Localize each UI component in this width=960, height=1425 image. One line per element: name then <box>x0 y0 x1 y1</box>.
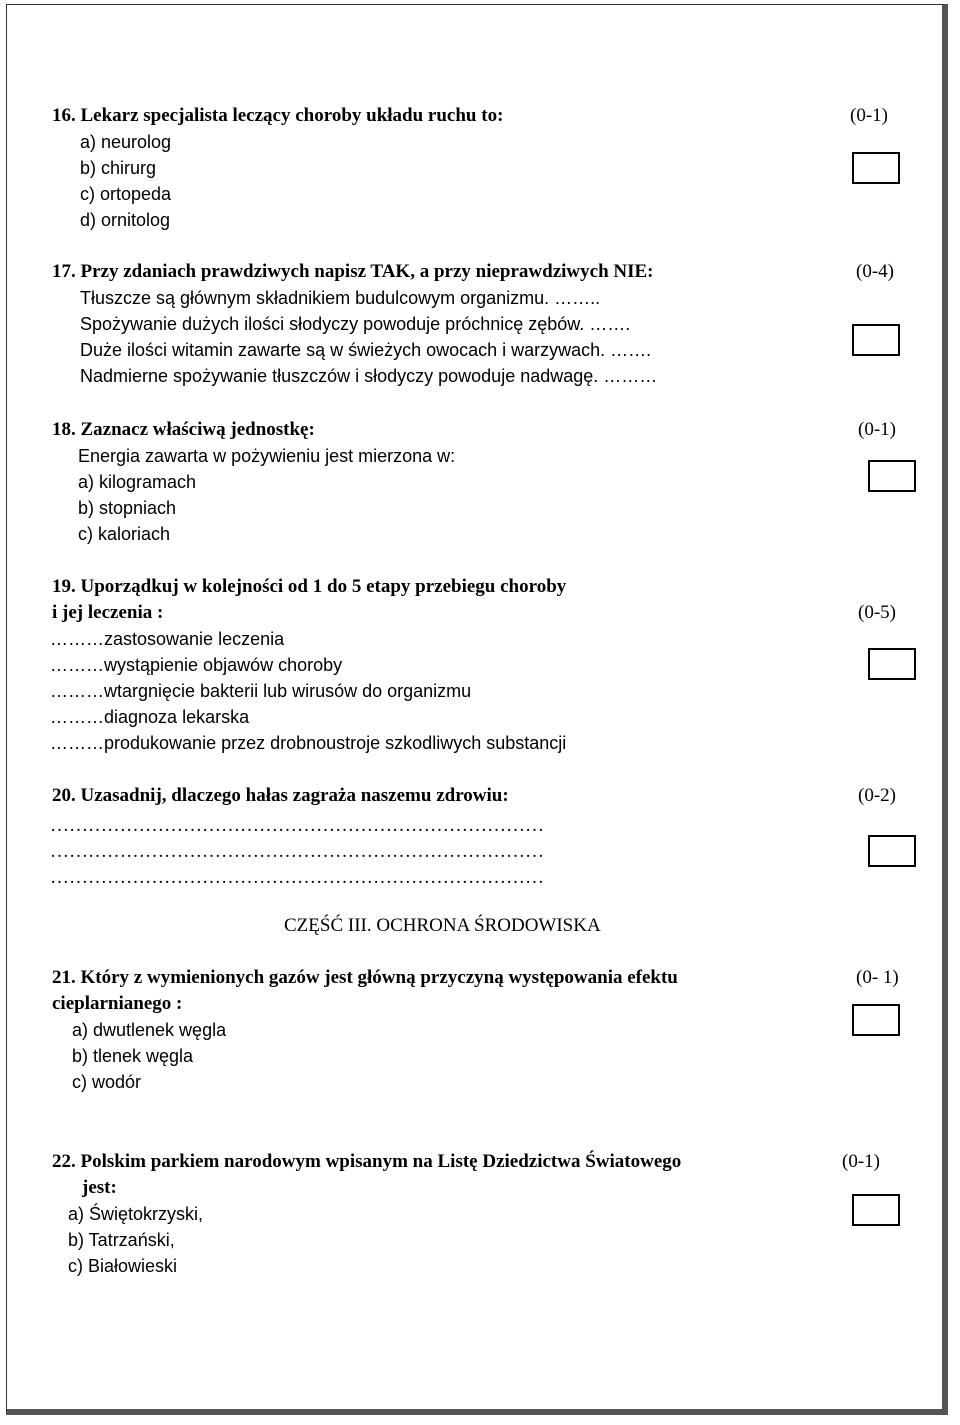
q17-statement-1: Tłuszcze są głównym składnikiem budulcowym organizmu. …….. <box>80 288 601 308</box>
q19-step-2: ………wystąpienie objawów choroby <box>50 655 343 675</box>
q18-option-a: a) kilogramach <box>78 472 197 492</box>
q17-answer-box[interactable] <box>852 324 900 356</box>
q21-title-line1: 21. Który z wymienionych gazów jest główną przyczyną występowania efektu <box>52 967 678 988</box>
q22-points: (0-1) <box>842 1151 880 1172</box>
q16-option-a: a) neurolog <box>80 132 172 152</box>
q21-option-a: a) dwutlenek węgla <box>72 1020 227 1040</box>
q19-step-5: ………produkowanie przez drobnoustroje szkodliwych substancji <box>50 733 567 753</box>
q20-points: (0-2) <box>858 785 896 806</box>
q22-option-a: a) Świętokrzyski, <box>68 1204 204 1224</box>
q20-answer-box[interactable] <box>868 835 916 867</box>
q19-step-3: ………wtargnięcie bakterii lub wirusów do organizmu <box>50 681 472 701</box>
q18-option-c: c) kaloriach <box>78 524 171 544</box>
q16-title: 16. Lekarz specjalista leczący choroby układu ruchu to: <box>52 105 504 126</box>
q20-answer-line-1[interactable]: …………………………………………………………………… <box>50 815 544 836</box>
q22-title-line1: 22. Polskim parkiem narodowym wpisanym na Listę Dziedzictwa Światowego <box>52 1151 682 1172</box>
q19-title-line2: i jej leczenia : <box>52 602 164 623</box>
section-heading: CZĘŚĆ III. OCHRONA ŚRODOWISKA <box>284 915 601 936</box>
q18-answer-box[interactable] <box>868 460 916 492</box>
q17-statement-2: Spożywanie dużych ilości słodyczy powoduje próchnicę zębów. ……. <box>80 314 631 334</box>
q20-title: 20. Uzasadnij, dlaczego hałas zagraża naszemu zdrowiu: <box>52 785 509 806</box>
q22-answer-box[interactable] <box>852 1194 900 1226</box>
q18-points: (0-1) <box>858 419 896 440</box>
q21-answer-box[interactable] <box>852 1004 900 1036</box>
q17-points: (0-4) <box>856 261 894 282</box>
q16-option-d: d) ornitolog <box>80 210 171 230</box>
q21-points: (0- 1) <box>856 967 899 988</box>
q17-statement-3: Duże ilości witamin zawarte są w świeżych owocach i warzywach. ……. <box>80 340 652 360</box>
q20-answer-line-3[interactable]: …………………………………………………………………… <box>50 867 544 888</box>
q21-title-line2: cieplarnianego : <box>52 993 183 1014</box>
q18-prompt: Energia zawarta w pożywieniu jest mierzona w: <box>78 446 456 466</box>
q22-option-c: c) Białowieski <box>68 1256 178 1276</box>
q19-points: (0-5) <box>858 602 896 623</box>
q21-option-c: c) wodór <box>72 1072 142 1092</box>
q20-answer-line-2[interactable]: …………………………………………………………………… <box>50 841 544 862</box>
q22-option-b: b) Tatrzański, <box>68 1230 175 1250</box>
q16-option-b: b) chirurg <box>80 158 157 178</box>
q16-option-c: c) ortopeda <box>80 184 172 204</box>
q16-answer-box[interactable] <box>852 152 900 184</box>
q19-step-4: ………diagnoza lekarska <box>50 707 250 727</box>
q18-title: 18. Zaznacz właściwą jednostkę: <box>52 419 315 440</box>
q17-title: 17. Przy zdaniach prawdziwych napisz TAK, a przy nieprawdziwych NIE: <box>52 261 654 282</box>
q16-points: (0-1) <box>850 105 888 126</box>
q19-step-1: ………zastosowanie leczenia <box>50 629 285 649</box>
q19-answer-box[interactable] <box>868 648 916 680</box>
q22-title-line2: jest: <box>82 1177 117 1198</box>
q21-option-b: b) tlenek węgla <box>72 1046 194 1066</box>
q17-statement-4: Nadmierne spożywanie tłuszczów i słodyczy powoduje nadwagę. ……… <box>80 366 658 386</box>
q18-option-b: b) stopniach <box>78 498 177 518</box>
q19-title-line1: 19. Uporządkuj w kolejności od 1 do 5 etapy przebiegu choroby <box>52 576 567 597</box>
